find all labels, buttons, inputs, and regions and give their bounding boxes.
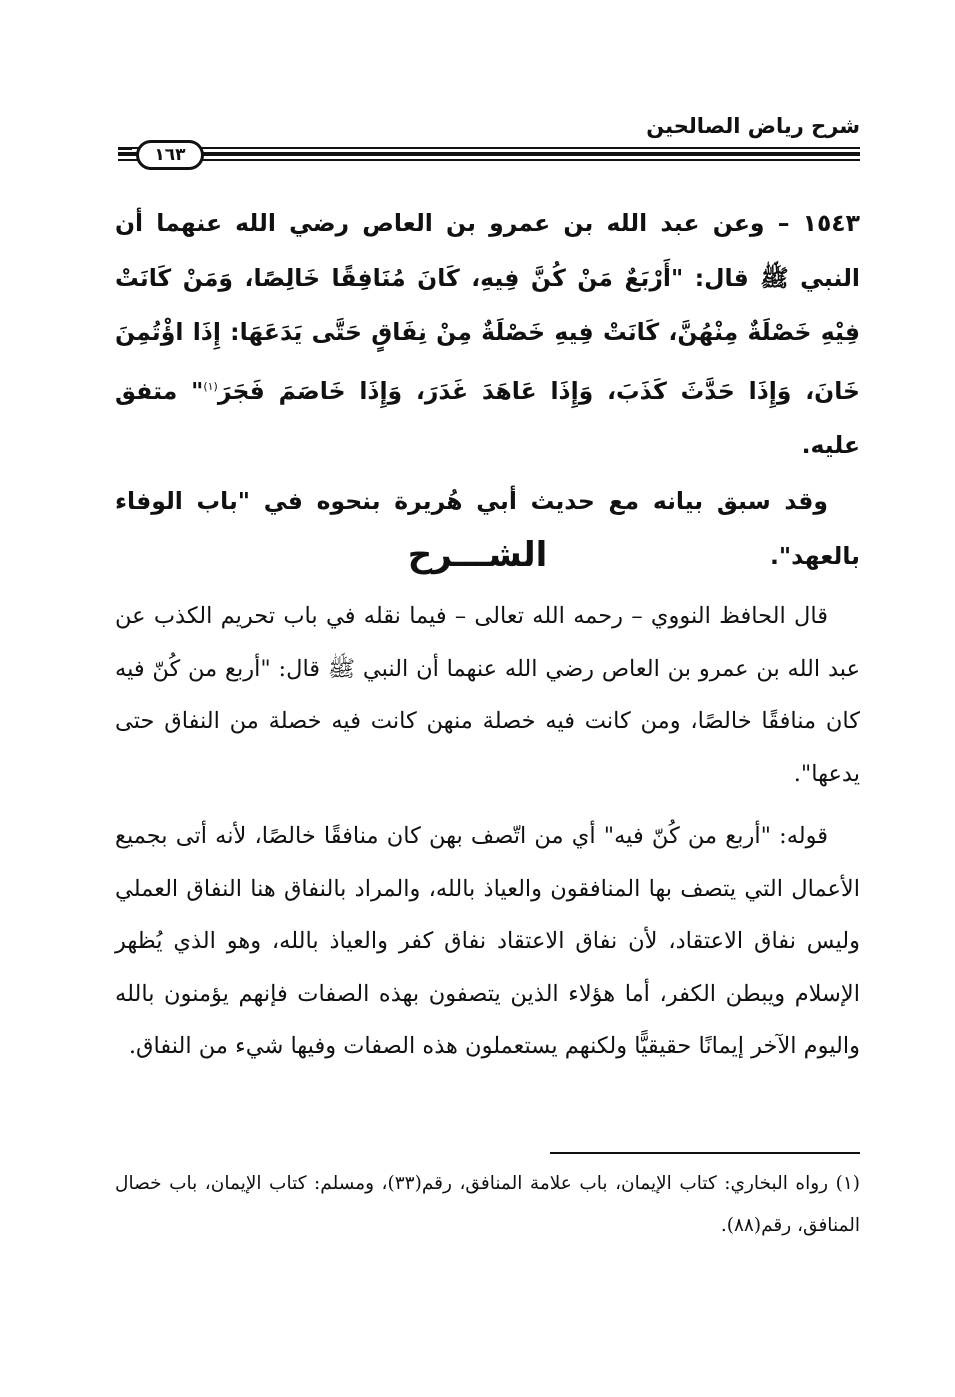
hadith-note: وقد سبق بيانه مع حديث أبي هُريرة بنحوه في "باب الوفاء بالعهد".	[115, 487, 860, 570]
footnote-reference: (١)	[203, 379, 218, 393]
page-number: ١٦٣	[136, 140, 204, 170]
header-rule-middle	[118, 152, 860, 156]
footnote-separator	[550, 1152, 860, 1154]
hadith-text-end: " متفق عليه.	[115, 376, 860, 459]
commentary-paragraph-1: قال الحافظ النووي – رحمه الله تعالى – فيما نقله في باب تحريم الكذب عن عبد الله بن عمرو بن العاص رضي الله عنهما أن النبي ﷺ قال: "أربع من كُنّ فيه كان منافقًا خالصًا، ومن كانت فيه خصلة منهن كانت فيه خصلة من النفاق حتى يدعها".	[115, 603, 860, 787]
header-rule-top	[118, 147, 860, 149]
footnote: (١) رواه البخاري: كتاب الإيمان، باب علامة المنافق، رقم(٣٣)، ومسلم: كتاب الإيمان، باب خصال المنافق، رقم(٨٨).	[115, 1173, 860, 1236]
hadith-text-paragraph	[115, 196, 860, 472]
running-title: شرح رياض الصالحين	[646, 114, 860, 138]
header-rule-end-mark	[118, 147, 132, 161]
header-rule-bottom	[118, 159, 860, 161]
hadith-text: ١٥٤٣ – وعن عبد الله بن عمرو بن العاص رضي الله عنهما أن النبي ﷺ قال: "أَرْبَعٌ مَنْ كُنَّ فِيهِ، كَانَ مُنَافِقًا خَالِصًا، وَمَنْ كَانَتْ فِيْهِ خَصْلَةٌ مِنْهُنَّ، كَانَتْ فِيهِ خَصْلَةٌ مِنْ نِفَاقٍ حَتَّى يَدَعَهَا: إِذَا اؤْتُمِنَ خَانَ، وَإِذَا حَدَّثَ كَذَبَ، وَإِذَا عَاهَدَ غَدَرَ، وَإِذَا خَاصَمَ فَجَرَ	[115, 209, 860, 405]
section-heading: الشـــرح	[407, 535, 548, 575]
hadith-block	[115, 196, 860, 583]
commentary-paragraph-2: قوله: "أربع من كُنّ فيه" أي من اتّصف بهن كان منافقًا خالصًا، لأنه أتى بجميع الأعمال التي يتصف بها المنافقون والعياذ بالله، والمراد بالنفاق هنا النفاق العملي وليس نفاق الاعتقاد، لأن نفاق الاعتقاد نفاق كفر والعياذ بالله، وهو الذي يُظهر الإسلام ويبطن الكفر، أما هؤلاء الذين يتصفون بهذه الصفات فإنهم يؤمنون بالله واليوم الآخر إيمانًا حقيقيًّا ولكنهم يستعملون هذه الصفات وفيها شيء من النفاق.	[115, 823, 860, 1059]
commentary-block	[115, 590, 860, 1073]
